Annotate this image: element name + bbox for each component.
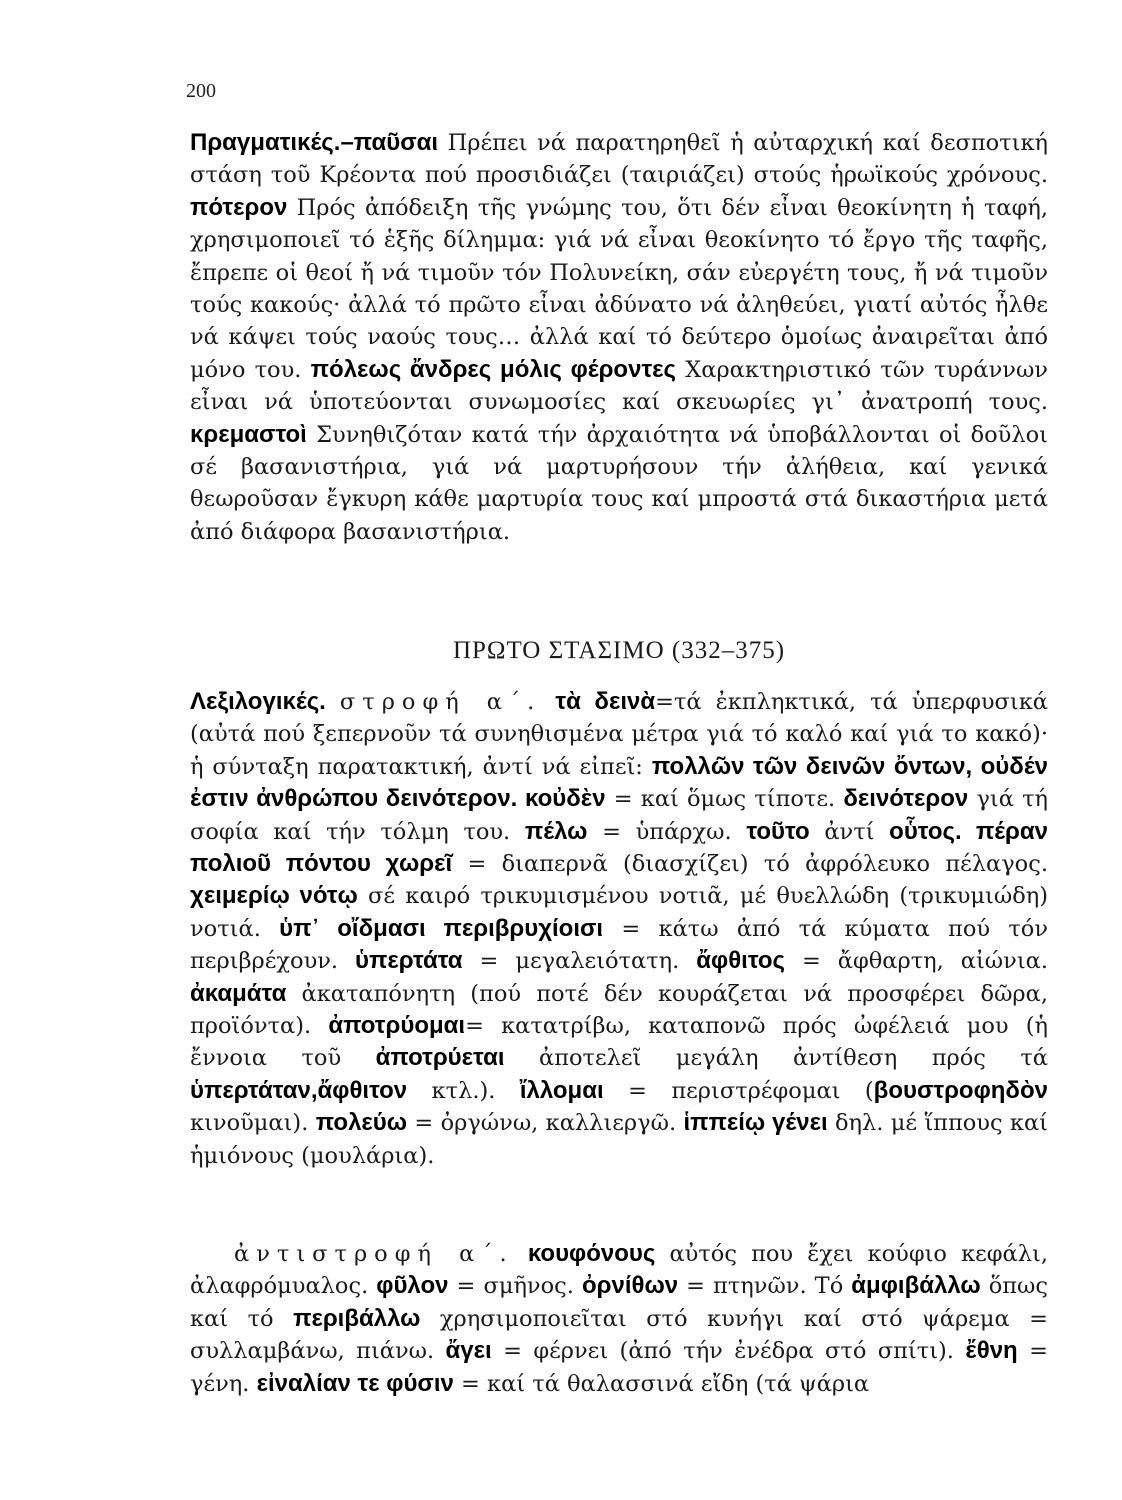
keyword-term: Πραγματικές.–παῦσαι: [190, 129, 439, 156]
text-run: ἀποτελεῖ μεγάλη ἀντίθεση πρός τά: [504, 1045, 1048, 1072]
text-run: γιά τή σοφία καί τήν τόλμη του.: [190, 786, 1049, 845]
text-run: κτλ.).: [407, 1077, 520, 1104]
keyword-term: ἄγει: [445, 1337, 492, 1365]
keyword-term: ὑπερτάταν,ἄφθιτον: [190, 1076, 408, 1104]
keyword-term: πότερον: [190, 193, 288, 221]
keyword-term: τὰ δεινὰ: [555, 688, 656, 715]
text-run: = ὀργώνω, καλλιεργῶ.: [407, 1110, 684, 1137]
page-number: 200: [186, 80, 216, 102]
keyword-term: τοῦτο: [746, 817, 810, 845]
text-run: = ὑπάρχω.: [587, 818, 747, 845]
text-run: σέ καιρό τρικυμισμένου νοτιᾶ, μέ θυελλώδη (τρικυμιώδη) νοτιά.: [190, 883, 1048, 942]
text-run: = πτηνῶν. Τό: [678, 1273, 852, 1300]
keyword-term: ἀκαμάτα: [190, 979, 287, 1007]
text-run: [541, 689, 555, 715]
text-run: = σμῆνος.: [448, 1273, 582, 1300]
keyword-term: πολεύω: [315, 1109, 408, 1137]
text-run: = διαπερνᾶ (διασχίζει) τό ἀφρόλευκο πέλαγος.: [452, 851, 1048, 878]
text-run: = μεγαλειότατη.: [462, 948, 697, 975]
commentary-paragraph-1: [190, 127, 1048, 548]
keyword-term: ὑπερτάτα: [355, 947, 463, 975]
text-run: = ἄφθαρτη, αἰώνια.: [785, 948, 1048, 975]
keyword-term: ἱππείῳ γένει: [683, 1109, 828, 1137]
keyword-term: εἰναλίαν τε φύσιν: [256, 1369, 454, 1397]
strophe-label: ἀντιστροφή α΄.: [234, 1241, 514, 1267]
keyword-term: ἀποτρύεται: [375, 1044, 505, 1072]
keyword-term: περιβάλλω: [293, 1304, 421, 1332]
section-heading: ΠΡΩΤΟ ΣΤΑΣΙΜΟ (332–375): [452, 637, 786, 664]
text-run: Πρός ἀπόδειξη τῆς γνώμης του, ὅτι δέν εἶναι θεοκίνητη ἡ ταφή, χρησιμοποιεῖ τό ἑξῆς δίλημμα: γιά νά εἶναι θεοκίνητο τό ἔργο τῆς ταφῆς, ἔπρεπε οἱ θεοί ἤ νά τιμοῦν τόν Πολυνείκη, σάν εὐεργέτη τους, ἤ νά τιμοῦν τούς κακούς· ἀλλά τό πρῶτο εἶναι ἀδύνατο νά ἀληθεύει, γιατί αὐτός ἦλθε νά κάψει τούς ναούς τους… ἀλλά καί τό δεύτερο ὁμοίως ἀναιρεῖται ἀπό μόνο του.: [190, 194, 1048, 383]
text-run: = περιστρέφομαι (: [603, 1077, 874, 1104]
text-run: [326, 689, 340, 715]
commentary-paragraph-2: [190, 686, 1048, 1172]
text-run: = φέρνει (ἀπό τήν ἐνέδρα στό σπίτι).: [491, 1338, 966, 1365]
text-run: ἀκαταπόνητη (πού ποτέ δέν κουράζεται νά προσφέρει δῶρα, προϊόντα).: [190, 980, 1048, 1040]
keyword-term: ὑπ᾽ οἴδμασι περιβρυχίοισι: [279, 914, 604, 942]
text-run: κινοῦμαι).: [190, 1110, 316, 1137]
keyword-term: ἀποτρύομαι: [328, 1012, 466, 1040]
text-run: χρησιμοποιεῖται στό κυνήγι καί στό ψάρεμα = συλλαμβάνω, πιάνω.: [190, 1305, 1048, 1365]
keyword-term: ἔθνη: [965, 1337, 1018, 1365]
text-run: ἀντί: [809, 818, 890, 845]
strophe-label: στροφή α΄.: [339, 689, 542, 715]
keyword-term: ἴλλομαι: [519, 1076, 604, 1104]
keyword-term: πόλεως ἄνδρες μόλις φέροντες: [310, 355, 677, 383]
text-run: Πρέπει νά παρατηρηθεῖ ἡ αὐταρχική καί δεσποτική στάση τοῦ Κρέοντα πού προσιδιάζει (ταιριάζει) στούς ἡρωϊκούς χρόνους.: [190, 130, 1048, 189]
keyword-term: βουστροφηδὸν: [873, 1076, 1048, 1104]
text-run: ὅπως καί τό: [190, 1273, 1048, 1332]
text-run: δηλ. μέ ἵππους καί ἡμιόνους (μουλάρια).: [190, 1110, 1048, 1169]
keyword-term: κρεμαστοὶ: [190, 420, 307, 448]
keyword-term: κουφόνους: [527, 1240, 656, 1267]
text-run: Χαρακτηριστικό τῶν τυράννων εἶναι νά ὑποτεύονται συνωμοσίες καί σκευωρίες γι᾽ ἀνατροπή τους.: [190, 356, 1048, 416]
text-run: Συνηθιζόταν κατά τήν ἀρχαιότητα νά ὑποβάλλονται οἱ δοῦλοι σέ βασανιστήρια, γιά νά μαρτυρήσουν τήν ἀλήθεια, καί γενικά θεωροῦσαν ἔγκυρη κάθε μαρτυρία τους καί μπροστά στά δικαστήρια μετά ἀπό διάφορα βασανιστήρια.: [190, 421, 1048, 545]
keyword-term: Λεξιλογικές.: [190, 688, 326, 715]
keyword-term: πέλω: [524, 817, 588, 845]
commentary-paragraph-3: [190, 1238, 1048, 1400]
keyword-term: ἀμφιβάλλω: [851, 1272, 981, 1300]
keyword-term: οὗτος. πέραν πολιοῦ πόντου χωρεῖ: [190, 817, 1048, 878]
keyword-term: πολλῶν τῶν δεινῶν ὄντων, οὐδέν ἐστιν ἀνθρώπου δεινότερον. κοὐδὲν: [190, 752, 1048, 813]
text-run: [514, 1241, 528, 1267]
text-run: = γένη.: [190, 1338, 1048, 1397]
keyword-term: δεινότερον: [843, 785, 969, 813]
text-run: αὐτός που ἔχει κούφιο κεφάλι, ἀλαφρόμυαλος.: [190, 1241, 1048, 1300]
keyword-term: χειμερίῳ νότῳ: [190, 882, 358, 910]
text-run: =τά ἐκπληκτικά, τά ὑπερφυσικά (αὐτά πού ξεπερνοῦν τά συνηθισμένα μέτρα γιά τό καλό καί γιά το κακό)· ἡ σύνταξη παρατακτική, ἀντί νά εἰπεῖ:: [190, 689, 1048, 780]
text-run: = κατατρίβω, καταπονῶ πρός ὠφέλειά μου (ἡ ἔννοια τοῦ: [190, 1013, 1048, 1072]
keyword-term: φῦλον: [376, 1272, 449, 1300]
keyword-term: ἄφθιτος: [696, 947, 786, 975]
text-run: = κάτω ἀπό τά κύματα πού τόν περιβρέχουν.: [190, 915, 1048, 975]
text-run: = καί ὅμως τίποτε.: [605, 786, 844, 813]
keyword-term: ὀρνίθων: [581, 1272, 679, 1300]
text-run: = καί τά θαλασσινά εἴδη (τά ψάρια: [453, 1370, 870, 1397]
